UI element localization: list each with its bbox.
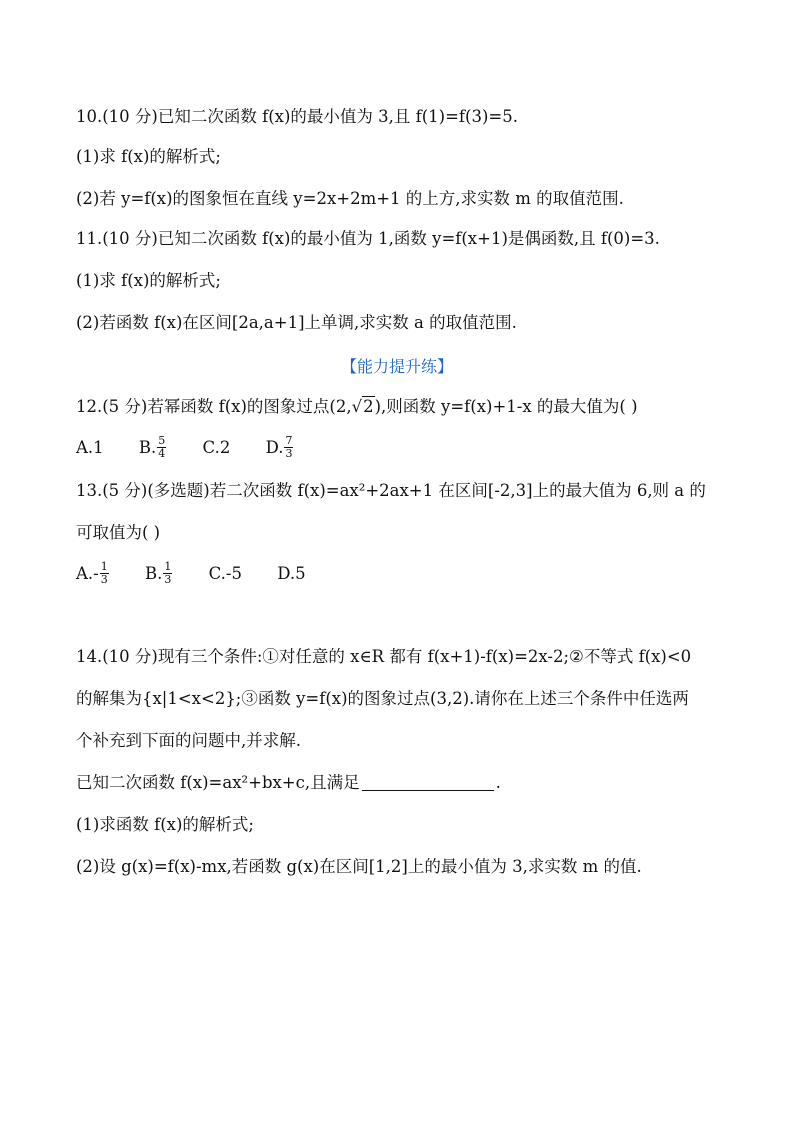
q13-stem-line1: 13.(5 分)(多选题)若二次函数 f(x)=ax²+2ax+1 在区间[-2,3]上的最大值为 6,则 a 的 — [76, 481, 706, 500]
q13-option-a-label: A.- — [76, 564, 99, 583]
q12-option-b-fraction — [157, 435, 166, 460]
section-title: 【能力提升练】 — [340, 357, 453, 376]
q11-part1: (1)求 f(x)的解析式; — [76, 271, 221, 290]
q13-option-b-label: B. — [145, 564, 163, 583]
q12-option-b-label: B. — [138, 438, 157, 457]
q13-option-a — [76, 560, 110, 586]
q12-stem — [76, 396, 736, 418]
fraction-numerator: 1 — [164, 560, 172, 573]
fraction-denominator: 4 — [158, 447, 166, 460]
q11-stem: 11.(10 分)已知二次函数 f(x)的最小值为 1,函数 y=f(x+1)是偶函数,且 f(0)=3. — [76, 229, 660, 248]
answer-blank[interactable] — [362, 774, 494, 791]
q10-stem: 10.(10 分)已知二次函数 f(x)的最小值为 3,且 f(1)=f(3)=5. — [76, 107, 518, 126]
q11-part2: (2)若函数 f(x)在区间[2a,a+1]上单调,求实数 a 的取值范围. — [76, 313, 517, 332]
fraction-denominator: 3 — [164, 573, 172, 586]
q14-part1: (1)求函数 f(x)的解析式; — [76, 815, 254, 834]
q14-line3: 个补充到下面的问题中,并求解. — [76, 731, 301, 750]
fraction-denominator: 3 — [100, 573, 108, 586]
q13-stem-line2: 可取值为( ) — [76, 523, 161, 542]
q13-option-a-fraction — [100, 561, 109, 586]
q10-part1: (1)求 f(x)的解析式; — [76, 147, 221, 166]
q14-line4-prefix: 已知二次函数 f(x)=ax²+bx+c,且满足 — [76, 773, 360, 792]
sqrt-symbol: √2 — [351, 397, 374, 416]
q12-options — [76, 436, 736, 461]
q13-option-d: D.5 — [277, 564, 306, 583]
q12-option-d-fraction — [284, 435, 293, 460]
q13-option-b — [145, 560, 173, 586]
q14-line4-suffix: . — [495, 773, 501, 792]
fraction-numerator: 7 — [285, 434, 293, 447]
fraction-denominator: 3 — [285, 447, 293, 460]
q12-stem-suffix: ),则函数 y=f(x)+1-x 的最大值为( ) — [374, 397, 638, 416]
q14-part2: (2)设 g(x)=f(x)-mx,若函数 g(x)在区间[1,2]上的最小值为 3,求实数 m 的值. — [76, 857, 642, 876]
q14-line2: 的解集为{x|1<x<2};③函数 y=f(x)的图象过点(3,2).请你在上述三个条件中任选两 — [76, 689, 689, 708]
q13-option-b-fraction — [163, 561, 172, 586]
q12-option-b — [138, 434, 167, 460]
q10-part2: (2)若 y=f(x)的图象恒在直线 y=2x+2m+1 的上方,求实数 m 的取值范围. — [76, 189, 624, 208]
q12-option-a: A.1 — [76, 438, 104, 457]
q13-option-c: C.-5 — [208, 564, 242, 583]
q12-option-c: C.2 — [202, 438, 231, 457]
q14-line4 — [76, 772, 736, 794]
q14-line1: 14.(10 分)现有三个条件:①对任意的 x∈R 都有 f(x+1)-f(x)=2x-2;②不等式 f(x)<0 — [76, 647, 692, 666]
q12-option-d — [265, 434, 295, 460]
fraction-numerator: 5 — [158, 434, 166, 447]
q12-option-d-label: D. — [265, 438, 284, 457]
q12-stem-prefix: 12.(5 分)若幂函数 f(x)的图象过点(2, — [76, 397, 352, 416]
q12-stem-sqrt: 2 — [363, 397, 374, 416]
fraction-numerator: 1 — [100, 560, 108, 573]
q13-options — [76, 562, 736, 587]
